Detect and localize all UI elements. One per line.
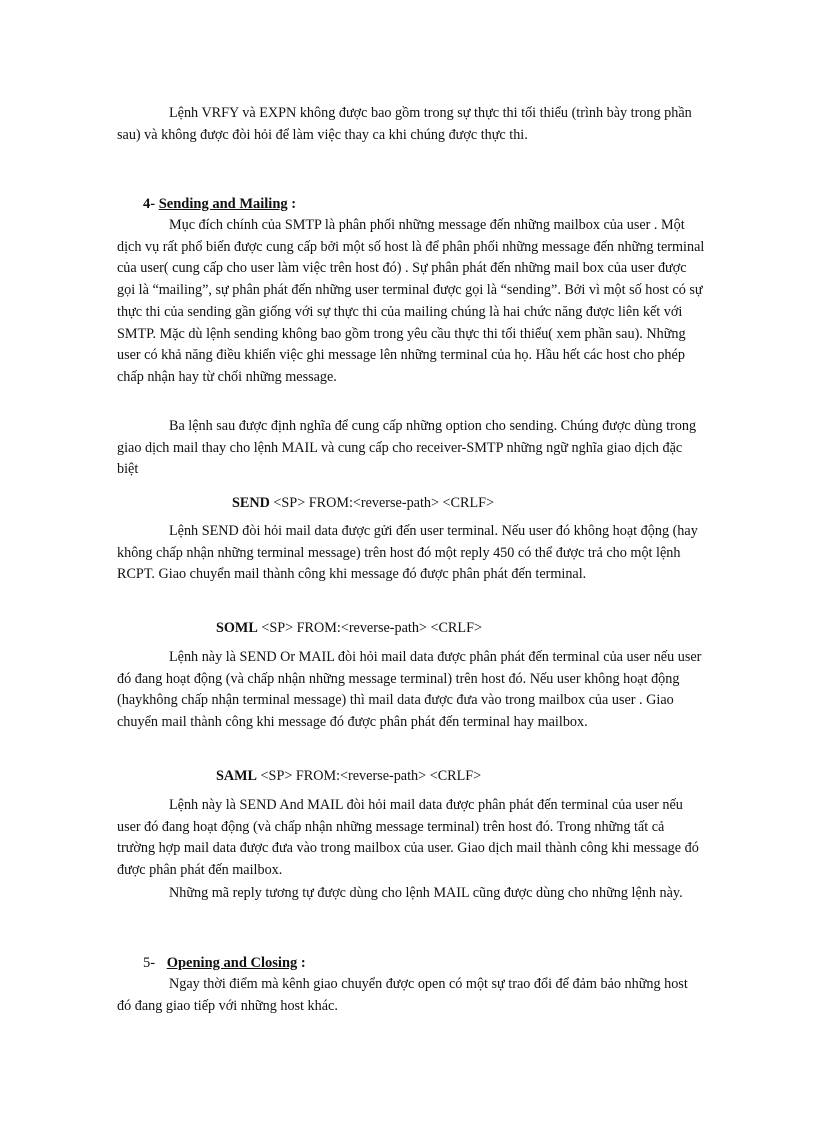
reply-codes-note: Những mã reply tương tự được dùng cho lệnh MAIL cũng được dùng cho những lệnh này. bbox=[169, 885, 683, 901]
saml-description: Lệnh này là SEND And MAIL đòi hỏi mail data được phân phát đến terminal của user nếu user đó đang hoạt động (và chấp nhận những message terminal) trên host đó. Trong những tất cả trường hợp mail data được đưa vào trong mailbox của user. Giao dịch mail thành công khi message đó được phân phát đến mailbox. bbox=[117, 797, 699, 879]
saml-keyword: SAML bbox=[216, 768, 257, 784]
section-4-paragraph-1: Mục đích chính của SMTP là phân phối những message đến những mailbox của user . Một dịch vụ rất phổ biến được cung cấp bởi một số host là để phân phối những message đến những terminal của user( cung cấp cho user làm việc trên host đó) . Sự phân phát đến những mail box của user được gọi là “mailing”, sự phân phát đến những user terminal được gọi là “sending”. Bởi vì một số host có sự thực thi của sending gần giống với sự thực thi của mailing chúng là hai chức năng được liên kết với SMTP. Mặc dù lệnh sending không bao gồm trong yêu cầu thực thi tối thiểu( xem phần sau). Những user có khả năng điều khiển việc ghi message lên những terminal của họ. Hầu hết các host cho phép chấp nhận hay từ chối những message. bbox=[117, 217, 705, 385]
section-4-number: 4- bbox=[143, 196, 156, 212]
section-4-heading bbox=[143, 194, 296, 214]
section-4-paragraph-2: Ba lệnh sau được định nghĩa để cung cấp những option cho sending. Chúng được dùng trong giao dịch mail thay cho lệnh MAIL và cung cấp cho receiver-SMTP những ngữ nghĩa giao dịch đặc biệt bbox=[117, 418, 697, 478]
send-syntax: <SP> FROM:<reverse-path> <CRLF> bbox=[269, 495, 495, 511]
section-5-heading bbox=[143, 953, 306, 973]
send-description: Lệnh SEND đòi hỏi mail data được gửi đến user terminal. Nếu user đó không hoạt động (hay không chấp nhận những terminal message) trên host đó một reply 450 có thể được trả cho một lệnh RCPT. Giao chuyển mail thành công khi message đó được phân phát đến terminal. bbox=[117, 523, 698, 583]
intro-paragraph: Lệnh VRFY và EXPN không được bao gồm trong sự thực thi tối thiểu (trình bày trong phần sau) và không được đòi hỏi để làm việc thay ca khi chúng được thực thi. bbox=[117, 105, 692, 143]
saml-syntax: <SP> FROM:<reverse-path> <CRLF> bbox=[257, 768, 482, 784]
send-keyword: SEND bbox=[232, 495, 270, 511]
section-4-colon: : bbox=[291, 196, 297, 212]
section-5-paragraph-1: Ngay thời điểm mà kênh giao chuyển được open có một sự trao đổi để đảm bảo những host đó đang giao tiếp với những host khác. bbox=[117, 976, 688, 1014]
soml-keyword: SOML bbox=[216, 620, 258, 636]
soml-command-line bbox=[216, 618, 482, 638]
section-5-colon: : bbox=[300, 955, 306, 971]
send-command-line bbox=[232, 493, 494, 513]
soml-description: Lệnh này là SEND Or MAIL đòi hỏi mail data được phân phát đến terminal của user nếu user đó đang hoạt động (và chấp nhận những message terminal) trên host đó. Nếu user không hoạt động (haykhông chấp nhận terminal message) thì mail data được đưa vào trong mailbox của user . Giao chuyển mail thành công khi message đó được phân phát đến terminal hay mailbox. bbox=[117, 649, 702, 731]
section-5-title: Opening and Closing bbox=[166, 955, 298, 971]
soml-syntax: <SP> FROM:<reverse-path> <CRLF> bbox=[257, 620, 482, 636]
saml-command-line bbox=[216, 766, 481, 786]
section-4-title: Sending and Mailing bbox=[158, 196, 288, 212]
section-5-number: 5- bbox=[143, 955, 156, 971]
